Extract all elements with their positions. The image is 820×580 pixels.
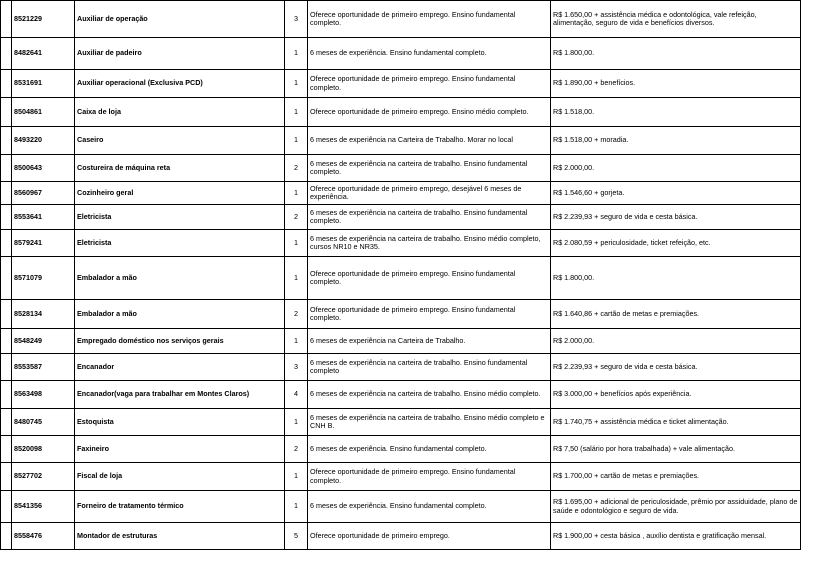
job-title: Costureira de máquina reta: [75, 155, 285, 182]
row-marker-cell: [1, 1, 12, 38]
vacancy-count: 1: [285, 409, 308, 436]
job-salary-benefits: R$ 2.239,93 + seguro de vida e cesta básica.: [551, 354, 801, 381]
row-marker-cell: [1, 381, 12, 409]
job-requirements: Oferece oportunidade de primeiro emprego, desejável 6 meses de experiência.: [308, 182, 551, 205]
row-marker-cell: [1, 436, 12, 463]
vacancy-count: 1: [285, 127, 308, 155]
table-row: [1, 127, 801, 155]
job-requirements: 6 meses de experiência na Carteira de Trabalho. Morar no local: [308, 127, 551, 155]
row-marker-cell: [1, 182, 12, 205]
job-code: 8571079: [12, 257, 75, 300]
job-salary-benefits: R$ 1.650,00 + assistência médica e odontológica, vale refeição, alimentação, seguro de vida e benefícios diversos.: [551, 1, 801, 38]
table-row: [1, 523, 801, 550]
table-row: [1, 230, 801, 257]
job-salary-benefits: R$ 7,50 (salário por hora trabalhada) + vale alimentação.: [551, 436, 801, 463]
table-row: [1, 182, 801, 205]
job-salary-benefits: R$ 1.640,86 + cartão de metas e premiações.: [551, 300, 801, 329]
job-requirements: Oferece oportunidade de primeiro emprego. Ensino fundamental completo.: [308, 463, 551, 491]
job-title: Embalador a mão: [75, 257, 285, 300]
row-marker-cell: [1, 98, 12, 127]
row-marker-cell: [1, 257, 12, 300]
vacancy-count: 1: [285, 98, 308, 127]
row-marker-cell: [1, 354, 12, 381]
job-code: 8520098: [12, 436, 75, 463]
vacancy-count: 2: [285, 155, 308, 182]
job-title: Estoquista: [75, 409, 285, 436]
job-title: Encanador: [75, 354, 285, 381]
vacancy-count: 3: [285, 354, 308, 381]
job-requirements: Oferece oportunidade de primeiro emprego.: [308, 523, 551, 550]
job-code: 8548249: [12, 329, 75, 354]
vacancy-count: 4: [285, 381, 308, 409]
vacancy-count: 1: [285, 257, 308, 300]
job-requirements: 6 meses de experiência na carteira de trabalho. Ensino fundamental completo.: [308, 155, 551, 182]
vacancy-count: 1: [285, 491, 308, 523]
table-row: [1, 381, 801, 409]
job-code: 8527702: [12, 463, 75, 491]
job-title: Caixa de loja: [75, 98, 285, 127]
job-title: Encanador(vaga para trabalhar em Montes Claros): [75, 381, 285, 409]
job-salary-benefits: R$ 2.000,00.: [551, 329, 801, 354]
row-marker-cell: [1, 70, 12, 98]
row-marker-cell: [1, 127, 12, 155]
vacancy-count: 2: [285, 205, 308, 230]
job-code: 8563498: [12, 381, 75, 409]
row-marker-cell: [1, 329, 12, 354]
table-row: [1, 329, 801, 354]
job-title: Empregado doméstico nos serviços gerais: [75, 329, 285, 354]
job-requirements: Oferece oportunidade de primeiro emprego. Ensino fundamental completo.: [308, 70, 551, 98]
job-title: Fiscal de loja: [75, 463, 285, 491]
job-salary-benefits: R$ 1.890,00 + benefícios.: [551, 70, 801, 98]
table-row: [1, 300, 801, 329]
table-row: [1, 409, 801, 436]
job-code: 8528134: [12, 300, 75, 329]
job-code: 8553587: [12, 354, 75, 381]
job-code: 8482641: [12, 38, 75, 70]
table-body: [1, 1, 801, 550]
job-salary-benefits: R$ 1.740,75 + assistência médica e ticket alimentação.: [551, 409, 801, 436]
job-title: Eletricista: [75, 230, 285, 257]
vacancy-count: 1: [285, 70, 308, 98]
row-marker-cell: [1, 463, 12, 491]
vacancy-count: 1: [285, 463, 308, 491]
job-salary-benefits: R$ 1.900,00 + cesta básica , auxílio dentista e gratificação mensal.: [551, 523, 801, 550]
job-requirements: 6 meses de experiência na carteira de trabalho. Ensino médio completo.: [308, 381, 551, 409]
row-marker-cell: [1, 300, 12, 329]
job-salary-benefits: R$ 1.800,00.: [551, 257, 801, 300]
job-requirements: 6 meses de experiência na carteira de trabalho. Ensino fundamental completo: [308, 354, 551, 381]
job-code: 8558476: [12, 523, 75, 550]
row-marker-cell: [1, 230, 12, 257]
row-marker-cell: [1, 491, 12, 523]
table-row: [1, 1, 801, 38]
table-row: [1, 38, 801, 70]
job-requirements: Oferece oportunidade de primeiro emprego. Ensino fundamental completo.: [308, 300, 551, 329]
row-marker-cell: [1, 38, 12, 70]
job-title: Forneiro de tratamento térmico: [75, 491, 285, 523]
job-requirements: 6 meses de experiência na carteira de trabalho. Ensino fundamental completo.: [308, 205, 551, 230]
job-requirements: Oferece oportunidade de primeiro emprego. Ensino fundamental completo.: [308, 257, 551, 300]
job-requirements: 6 meses de experiência na carteira de trabalho. Ensino médio completo e CNH B.: [308, 409, 551, 436]
job-salary-benefits: R$ 2.239,93 + seguro de vida e cesta básica.: [551, 205, 801, 230]
job-title: Faxineiro: [75, 436, 285, 463]
table-row: [1, 354, 801, 381]
job-requirements: 6 meses de experiência. Ensino fundamental completo.: [308, 491, 551, 523]
job-salary-benefits: R$ 2.000,00.: [551, 155, 801, 182]
table-row: [1, 155, 801, 182]
table-row: [1, 491, 801, 523]
job-title: Auxiliar operacional (Exclusiva PCD): [75, 70, 285, 98]
job-salary-benefits: R$ 1.695,00 + adicional de periculosidade, prêmio por assiduidade, plano de saúde e odontológico e seguro de vida.: [551, 491, 801, 523]
job-requirements: 6 meses de experiência. Ensino fundamental completo.: [308, 436, 551, 463]
row-marker-cell: [1, 205, 12, 230]
job-code: 8579241: [12, 230, 75, 257]
table-row: [1, 257, 801, 300]
vacancy-count: 1: [285, 230, 308, 257]
vacancy-count: 2: [285, 436, 308, 463]
job-salary-benefits: R$ 3.000,00 + benefícios após experiência.: [551, 381, 801, 409]
job-code: 8493220: [12, 127, 75, 155]
job-salary-benefits: R$ 1.700,00 + cartão de metas e premiações.: [551, 463, 801, 491]
row-marker-cell: [1, 155, 12, 182]
vacancy-count: 5: [285, 523, 308, 550]
row-marker-cell: [1, 523, 12, 550]
job-code: 8560967: [12, 182, 75, 205]
job-code: 8531691: [12, 70, 75, 98]
vacancy-count: 1: [285, 182, 308, 205]
table-row: [1, 98, 801, 127]
job-requirements: 6 meses de experiência na carteira de trabalho. Ensino médio completo, cursos NR10 e NR35.: [308, 230, 551, 257]
job-code: 8480745: [12, 409, 75, 436]
table-row: [1, 205, 801, 230]
job-salary-benefits: R$ 2.080,59 + periculosidade, ticket refeição, etc.: [551, 230, 801, 257]
job-title: Embalador a mão: [75, 300, 285, 329]
vacancy-count: 2: [285, 300, 308, 329]
table-row: [1, 463, 801, 491]
job-salary-benefits: R$ 1.546,60 + gorjeta.: [551, 182, 801, 205]
job-requirements: Oferece oportunidade de primeiro emprego. Ensino fundamental completo.: [308, 1, 551, 38]
job-requirements: 6 meses de experiência na Carteira de Trabalho.: [308, 329, 551, 354]
job-salary-benefits: R$ 1.518,00.: [551, 98, 801, 127]
job-salary-benefits: R$ 1.518,00 + moradia.: [551, 127, 801, 155]
vacancy-count: 3: [285, 1, 308, 38]
job-code: 8521229: [12, 1, 75, 38]
job-salary-benefits: R$ 1.800,00.: [551, 38, 801, 70]
job-title: Eletricista: [75, 205, 285, 230]
vacancy-count: 1: [285, 38, 308, 70]
job-requirements: Oferece oportunidade de primeiro emprego. Ensino médio completo.: [308, 98, 551, 127]
job-title: Cozinheiro geral: [75, 182, 285, 205]
job-title: Auxiliar de operação: [75, 1, 285, 38]
job-title: Montador de estruturas: [75, 523, 285, 550]
table-row: [1, 436, 801, 463]
job-title: Caseiro: [75, 127, 285, 155]
vacancy-count: 1: [285, 329, 308, 354]
job-code: 8500643: [12, 155, 75, 182]
job-code: 8504861: [12, 98, 75, 127]
job-requirements: 6 meses de experiência. Ensino fundamental completo.: [308, 38, 551, 70]
table-row: [1, 70, 801, 98]
job-code: 8541356: [12, 491, 75, 523]
job-title: Auxiliar de padeiro: [75, 38, 285, 70]
job-code: 8553641: [12, 205, 75, 230]
row-marker-cell: [1, 409, 12, 436]
